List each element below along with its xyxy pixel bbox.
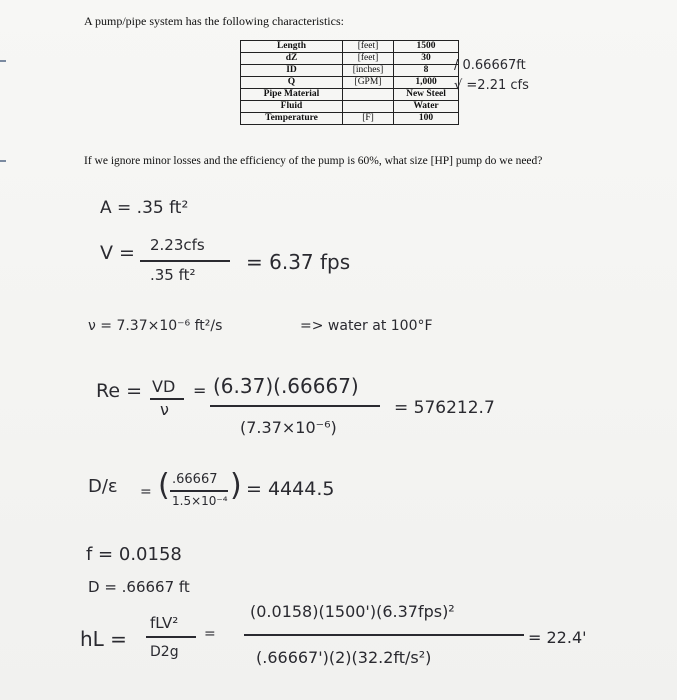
roughness-close-paren: ) xyxy=(230,468,242,503)
row-name: Fluid xyxy=(241,101,343,113)
diameter-line: D = .66667 ft xyxy=(88,578,190,596)
row-value: 100 xyxy=(394,113,459,125)
velocity-fraction-bar xyxy=(140,260,230,262)
id-annotation: / 0.66667ft xyxy=(454,58,526,73)
table-row xyxy=(241,53,459,65)
roughness-open-paren: ( xyxy=(158,468,170,503)
reynolds-numerator: (6.37)(.66667) xyxy=(213,374,359,398)
row-unit: [GPM] xyxy=(343,77,394,89)
characteristics-table xyxy=(240,40,459,125)
page-edge-mark xyxy=(0,60,6,62)
reynolds-fraction-bar xyxy=(210,405,380,407)
roughness-result: = 4444.5 xyxy=(246,478,335,500)
row-unit xyxy=(343,89,394,101)
headloss-right-numerator: (0.0158)(1500')(6.37fps)² xyxy=(250,602,455,621)
row-name: Q xyxy=(241,77,343,89)
row-name: dZ xyxy=(241,53,343,65)
velocity-denominator: .35 ft² xyxy=(150,266,196,284)
reynolds-denominator: (7.37×10⁻⁶) xyxy=(240,418,337,437)
velocity-result: = 6.37 fps xyxy=(246,250,351,274)
row-value: Water xyxy=(394,101,459,113)
reynolds-eq: = xyxy=(193,381,207,400)
row-value: New Steel xyxy=(394,89,459,101)
row-unit: [feet] xyxy=(343,41,394,53)
headloss-denominator: D2g xyxy=(150,644,179,660)
page-edge-mark xyxy=(0,160,6,162)
headloss-right-denominator: (.66667')(2)(32.2ft/s²) xyxy=(256,648,432,667)
row-value: 30 xyxy=(394,53,459,65)
velocity-numerator: 2.23cfs xyxy=(150,236,205,254)
row-unit xyxy=(343,101,394,113)
table-row xyxy=(241,77,459,89)
roughness-fraction-bar xyxy=(170,490,228,492)
q-annotation: √ =2.21 cfs xyxy=(454,78,529,93)
roughness-denominator: 1.5×10⁻⁴ xyxy=(172,494,228,508)
row-name: Length xyxy=(241,41,343,53)
row-name: Pipe Material xyxy=(241,89,343,101)
reynolds-result: = 576212.7 xyxy=(394,398,495,418)
row-unit: [inches] xyxy=(343,65,394,77)
table-row xyxy=(241,89,459,101)
friction-factor: f = 0.0158 xyxy=(86,544,182,565)
table-row xyxy=(241,65,459,77)
headloss-fraction-bar xyxy=(146,636,196,638)
roughness-numerator: .66667 xyxy=(172,472,218,487)
area-line: A = .35 ft² xyxy=(100,198,189,218)
headloss-eq: = xyxy=(204,626,216,642)
row-value: 8 xyxy=(394,65,459,77)
headloss-lhs: hL = xyxy=(80,627,127,651)
problem-title: A pump/pipe system has the following characteristics: xyxy=(84,14,344,28)
table-row xyxy=(241,41,459,53)
row-unit: [F] xyxy=(343,113,394,125)
headloss-numerator: fLV² xyxy=(150,614,179,632)
roughness-lhs: D/ε xyxy=(88,476,118,497)
viscosity-line: ν = 7.37×10⁻⁶ ft²/s xyxy=(88,318,223,334)
headloss-result: = 22.4' xyxy=(528,628,587,647)
row-name: Temperature xyxy=(241,113,343,125)
question-text: If we ignore minor losses and the efficiency of the pump is 60%, what size [HP] pump do we need? xyxy=(84,155,543,167)
reynolds-nu: ν xyxy=(160,400,169,419)
reynolds-vd: VD xyxy=(152,377,176,396)
table-row xyxy=(241,113,459,125)
table-row xyxy=(241,101,459,113)
row-value: 1500 xyxy=(394,41,459,53)
row-name: ID xyxy=(241,65,343,77)
reynolds-lhs: Re = xyxy=(96,380,142,402)
roughness-eq: = xyxy=(140,484,152,500)
velocity-lhs: V = xyxy=(100,242,135,264)
row-unit: [feet] xyxy=(343,53,394,65)
headloss-right-bar xyxy=(244,634,524,636)
row-value: 1,000 xyxy=(394,77,459,89)
viscosity-note: => water at 100°F xyxy=(300,318,433,334)
